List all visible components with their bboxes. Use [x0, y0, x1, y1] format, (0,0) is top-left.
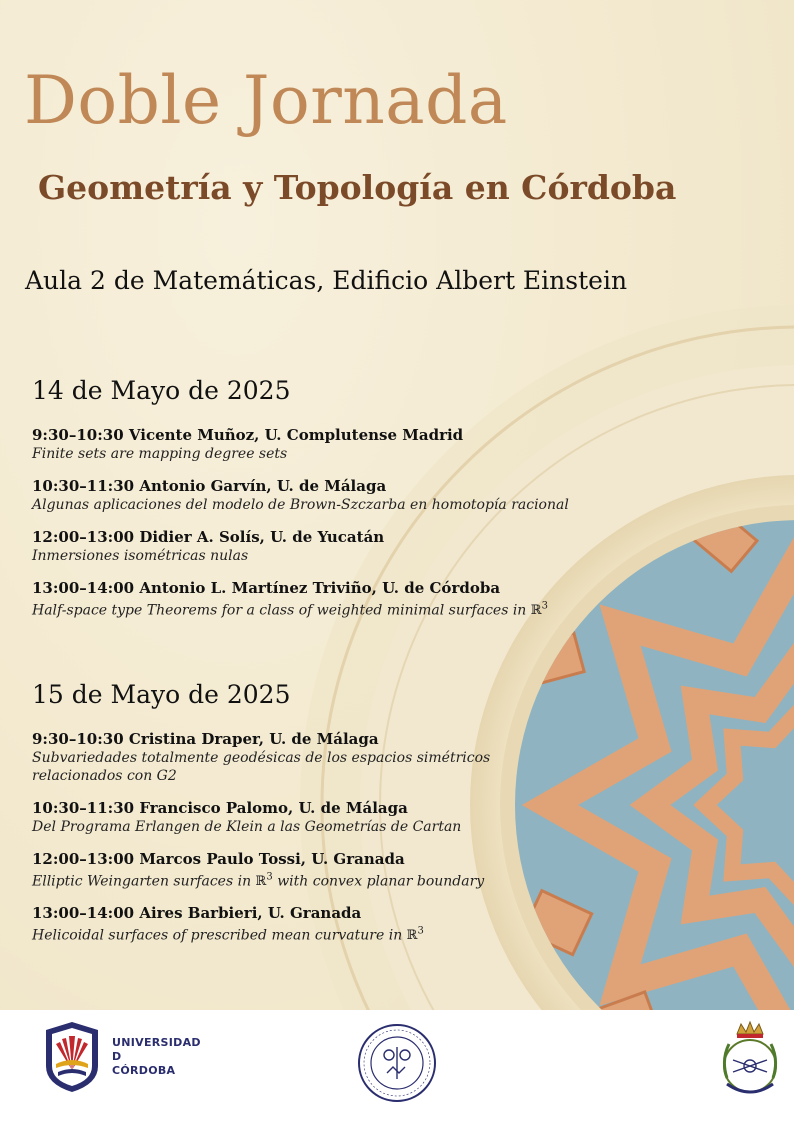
university-name: UNIVERSIDAD D CÓRDOBA — [112, 1036, 201, 1077]
talk-title: Half-space type Theorems for a class of weighted minimal surfaces in ℝ$^3$ — [32, 601, 548, 619]
math-r3: ℝ$^3$ — [255, 872, 273, 890]
talk-title: Del Programa Erlangen de Klein a las Geometrías de Cartan — [32, 819, 462, 835]
talk-entry — [32, 799, 592, 836]
talk-speaker: Francisco Palomo, U. de Málaga — [139, 799, 408, 817]
talk-time: 9:30–10:30 — [32, 730, 124, 748]
talk-time: 13:00–14:00 — [32, 904, 135, 922]
talk-header — [32, 579, 592, 598]
day-heading: 15 de Mayo de 2025 — [32, 680, 291, 709]
talk-header — [32, 730, 592, 749]
talk-header — [32, 528, 592, 547]
talk-header — [32, 904, 592, 923]
talk-header — [32, 850, 592, 869]
talk-time: 10:30–11:30 — [32, 477, 135, 495]
talk-title: Inmersiones isométricas nulas — [32, 548, 249, 564]
talk-entry — [32, 850, 592, 891]
talk-speaker: Cristina Draper, U. de Málaga — [128, 730, 379, 748]
talk-header — [32, 477, 592, 496]
page-subtitle: Geometría y Topología en Córdoba — [38, 168, 677, 207]
talk-entry — [32, 426, 592, 463]
talk-speaker: Antonio L. Martínez Triviño, U. de Córdoba — [139, 579, 501, 597]
day-heading: 14 de Mayo de 2025 — [32, 376, 291, 405]
talk-speaker: Vicente Muñoz, U. Complutense Madrid — [128, 426, 464, 444]
talk-time: 10:30–11:30 — [32, 799, 135, 817]
talk-speaker: Antonio Garvín, U. de Málaga — [139, 477, 387, 495]
talk-speaker: Marcos Paulo Tossi, U. Granada — [139, 850, 405, 868]
math-r3: ℝ$^3$ — [406, 926, 424, 944]
talk-title: Helicoidal surfaces of prescribed mean curvature in ℝ$^3$ — [32, 926, 424, 944]
talk-title: Finite sets are mapping degree sets — [32, 446, 288, 462]
talk-title: Subvariedades totalmente geodésicas de los espacios simétricos — [32, 750, 491, 766]
talk-title: Elliptic Weingarten surfaces in ℝ$^3$ with convex planar boundary — [32, 872, 485, 890]
talk-speaker: Didier A. Solís, U. de Yucatán — [139, 528, 385, 546]
talk-title-continued: relacionados con G2 — [32, 768, 177, 784]
faculty-seal-icon — [357, 1023, 437, 1103]
talk-header — [32, 799, 592, 818]
talk-time: 9:30–10:30 — [32, 426, 124, 444]
talk-entry — [32, 904, 592, 945]
page-title: Doble Jornada — [24, 62, 508, 139]
talk-entry — [32, 730, 592, 785]
talk-time: 12:00–13:00 — [32, 850, 135, 868]
talk-entry — [32, 477, 592, 514]
royal-crest-icon — [715, 1020, 785, 1102]
talk-entry — [32, 528, 592, 565]
talk-title: Algunas aplicaciones del modelo de Brown-Szczarba en homotopía racional — [32, 497, 569, 513]
talk-time: 12:00–13:00 — [32, 528, 135, 546]
talk-speaker: Aires Barbieri, U. Granada — [139, 904, 362, 922]
talk-entry — [32, 579, 592, 620]
talk-time: 13:00–14:00 — [32, 579, 135, 597]
venue: Aula 2 de Matemáticas, Edificio Albert Einstein — [25, 266, 628, 295]
talk-header — [32, 426, 592, 445]
math-r3: ℝ$^3$ — [530, 601, 548, 619]
